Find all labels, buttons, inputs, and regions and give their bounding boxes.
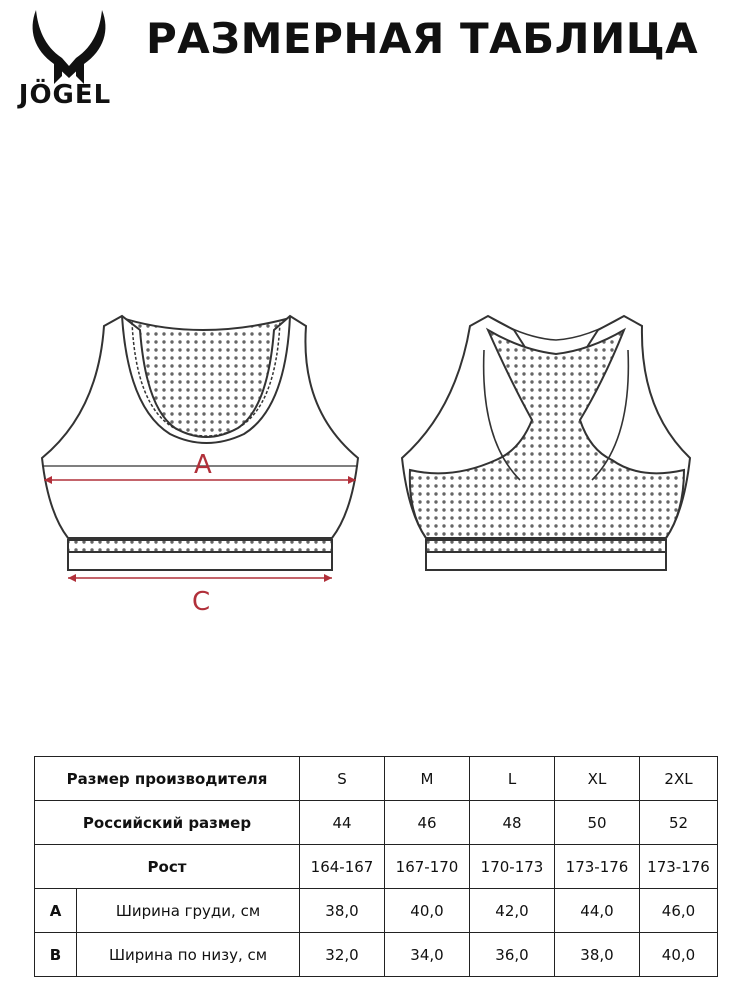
header-manufacturer-size: Размер производителя bbox=[35, 757, 300, 801]
russian-size-cell: 48 bbox=[470, 801, 555, 845]
measurement-label: Ширина по низу, см bbox=[77, 933, 300, 977]
table-row-chest-width bbox=[35, 889, 718, 933]
label-c: C bbox=[192, 587, 211, 617]
measurement-letter: A bbox=[35, 889, 77, 933]
jogel-emblem-icon bbox=[14, 6, 124, 86]
measurement-cell: 40,0 bbox=[640, 933, 718, 977]
russian-size-cell: 44 bbox=[300, 801, 385, 845]
height-cell: 170-173 bbox=[470, 845, 555, 889]
measurement-cell: 34,0 bbox=[385, 933, 470, 977]
size-table bbox=[34, 756, 718, 977]
measurement-label: Ширина груди, см bbox=[77, 889, 300, 933]
height-cell: 164-167 bbox=[300, 845, 385, 889]
measurement-cell: 46,0 bbox=[640, 889, 718, 933]
measurement-c bbox=[68, 574, 332, 617]
measurement-cell: 40,0 bbox=[385, 889, 470, 933]
measurement-cell: 38,0 bbox=[300, 889, 385, 933]
height-cell: 173-176 bbox=[555, 845, 640, 889]
height-cell: 167-170 bbox=[385, 845, 470, 889]
back-view bbox=[402, 316, 690, 570]
measurement-cell: 36,0 bbox=[470, 933, 555, 977]
measurement-letter: B bbox=[35, 933, 77, 977]
size-cell: M bbox=[385, 757, 470, 801]
label-a: A bbox=[194, 450, 212, 480]
size-cell: XL bbox=[555, 757, 640, 801]
front-view bbox=[42, 316, 358, 570]
table-row-bottom-width bbox=[35, 933, 718, 977]
page-title: РАЗМЕРНАЯ ТАБЛИЦА bbox=[146, 14, 699, 63]
brand-name: JÖGEL bbox=[18, 80, 112, 110]
measurement-cell: 38,0 bbox=[555, 933, 640, 977]
table-row-russian-size bbox=[35, 801, 718, 845]
height-cell: 173-176 bbox=[640, 845, 718, 889]
russian-size-cell: 50 bbox=[555, 801, 640, 845]
header-height: Рост bbox=[35, 845, 300, 889]
russian-size-cell: 46 bbox=[385, 801, 470, 845]
size-cell: S bbox=[300, 757, 385, 801]
header-russian-size: Российский размер bbox=[35, 801, 300, 845]
sports-bra-diagram bbox=[0, 290, 750, 630]
measurement-cell: 42,0 bbox=[470, 889, 555, 933]
table-row-height bbox=[35, 845, 718, 889]
measurement-cell: 44,0 bbox=[555, 889, 640, 933]
table-row-manufacturer-size bbox=[35, 757, 718, 801]
size-cell: L bbox=[470, 757, 555, 801]
measurement-cell: 32,0 bbox=[300, 933, 385, 977]
size-cell: 2XL bbox=[640, 757, 718, 801]
russian-size-cell: 52 bbox=[640, 801, 718, 845]
